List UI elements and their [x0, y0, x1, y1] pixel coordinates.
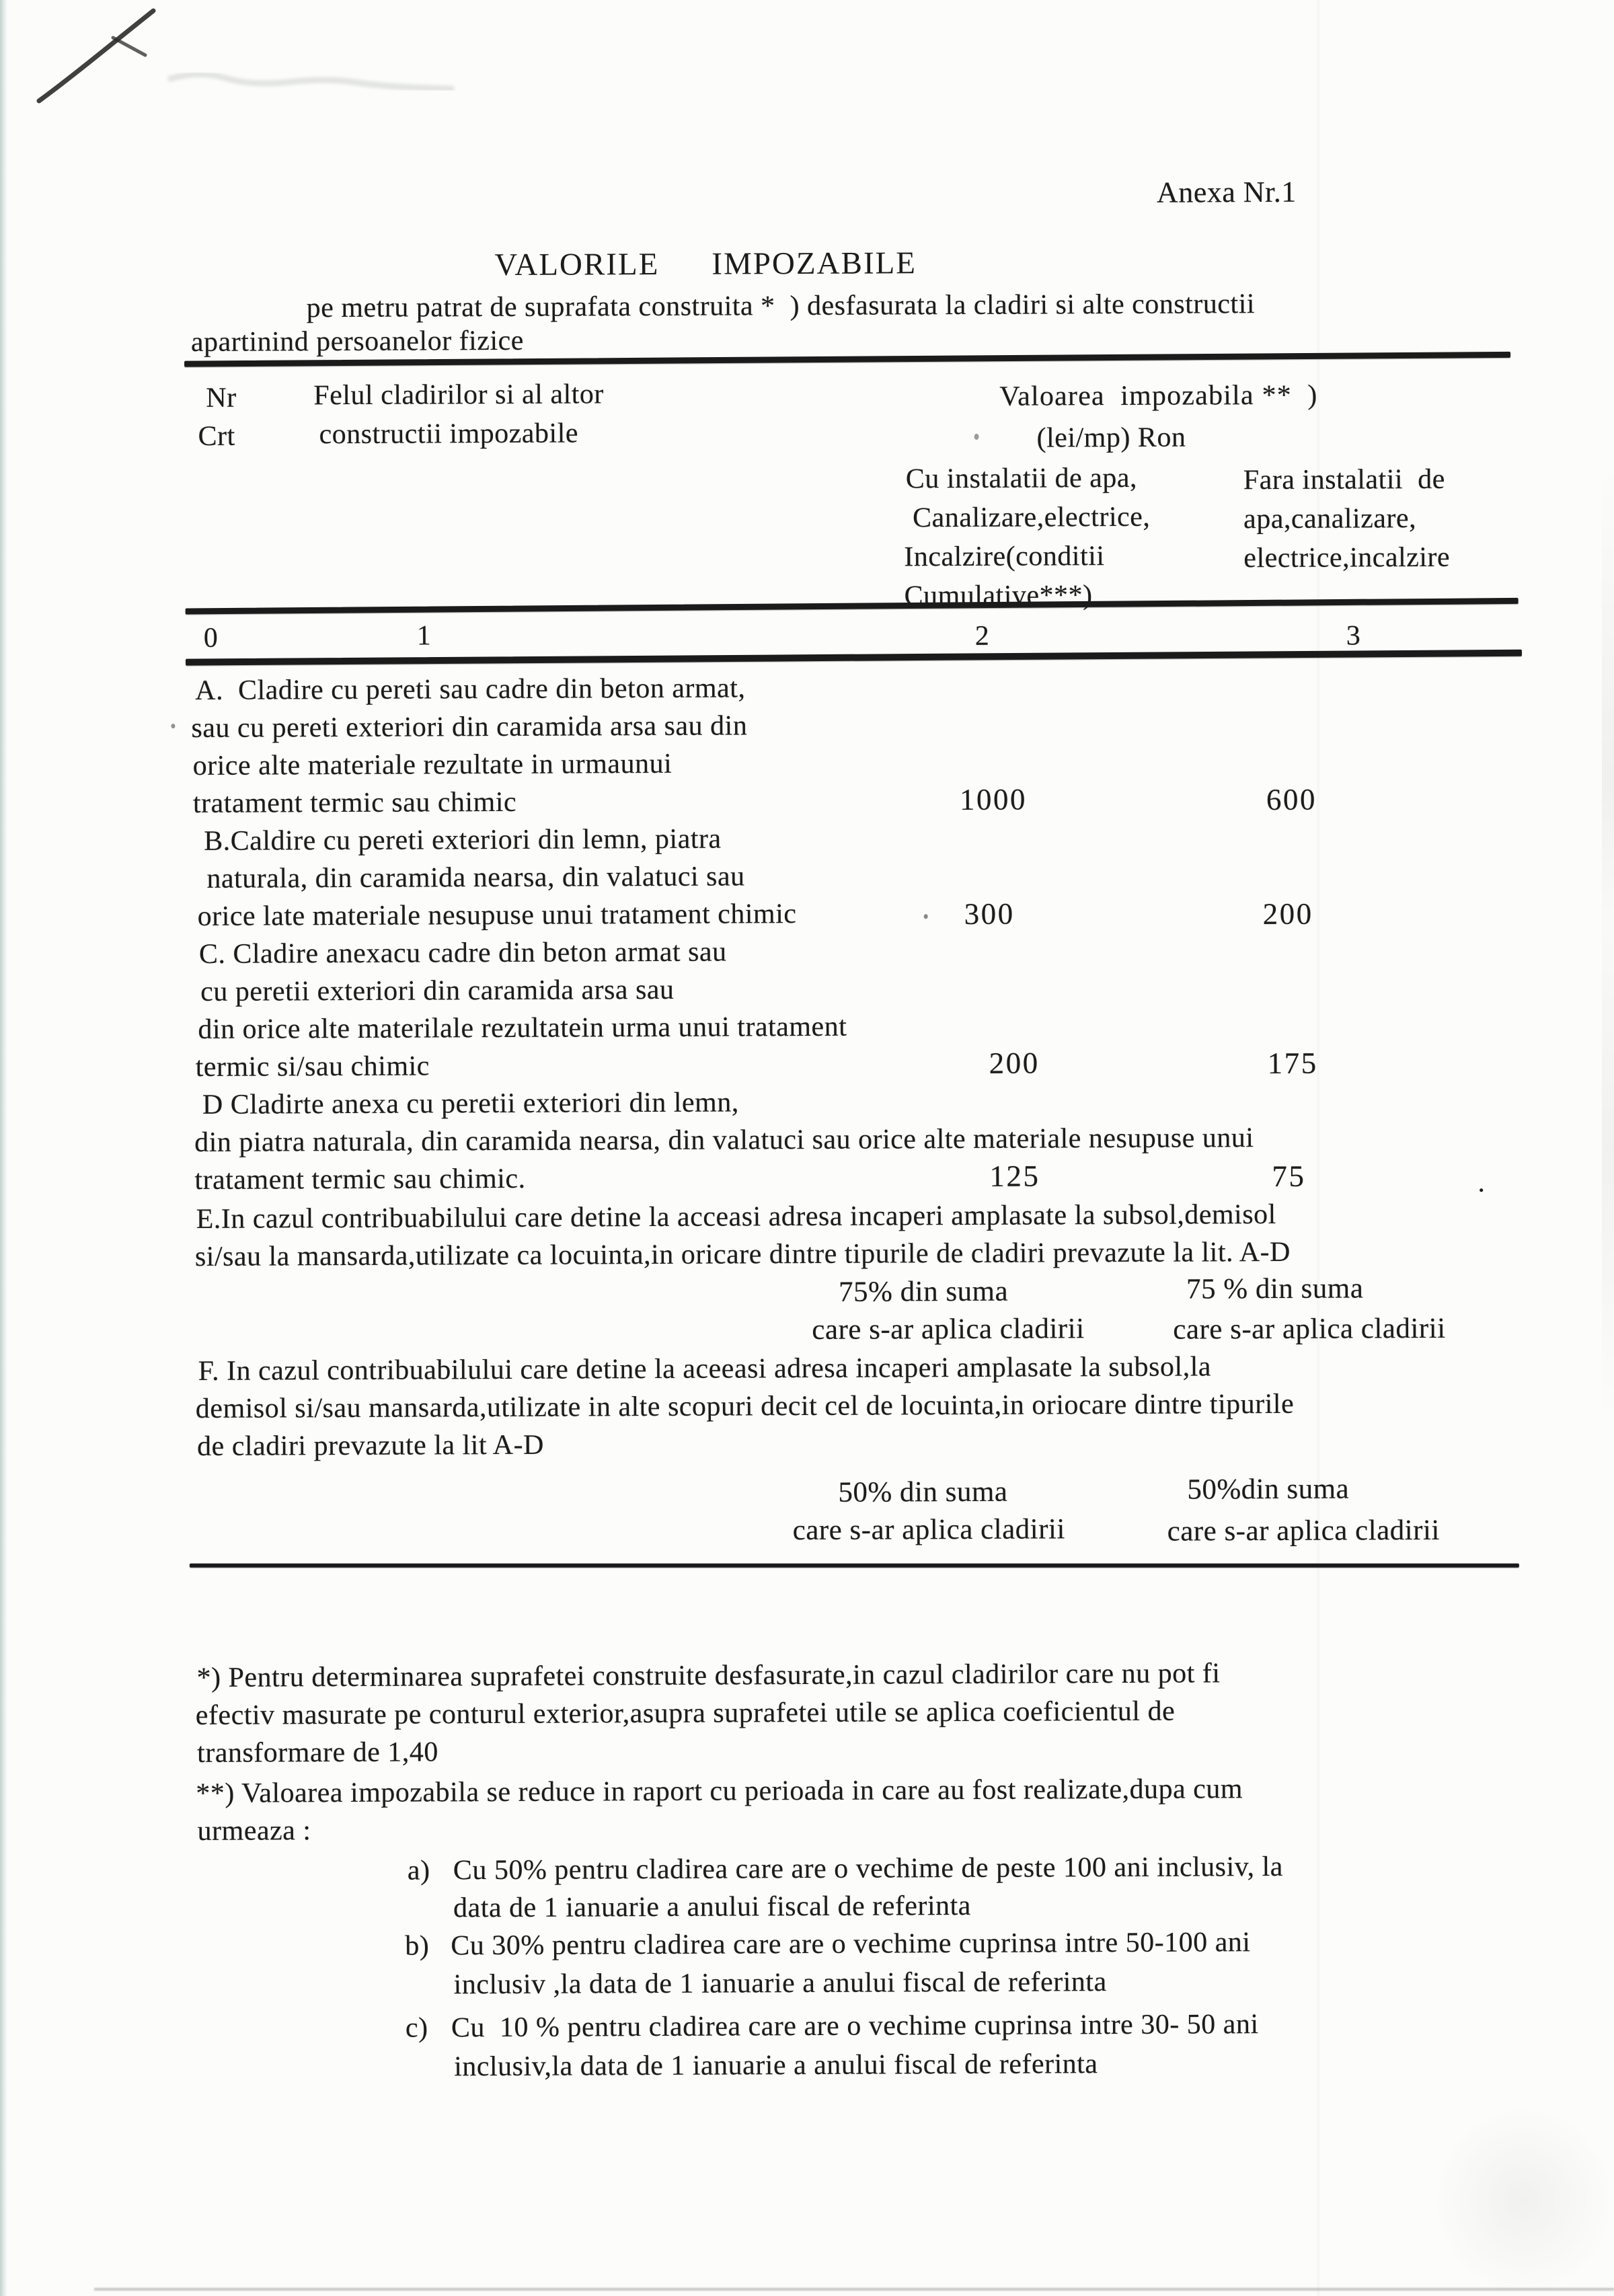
row-f-line2: demisol si/sau mansarda,utilizate in alte scopuri decit cel de locuinta,in oriocare dintre tipurile — [195, 1388, 1295, 1424]
header-without-utilities-line3: electrice,incalzire — [1243, 541, 1451, 574]
col-index-3: 3 — [1346, 620, 1361, 652]
col-index-1: 1 — [416, 620, 432, 652]
col-index-0: 0 — [203, 622, 219, 654]
row-b-line2: naturala, din caramida nearsa, din valatuci sau — [206, 861, 745, 894]
row-c-line1: C. Cladire anexacu cadre din beton armat sau — [198, 936, 727, 970]
row-b-line1: B.Caldire cu pereti exteriori din lemn, piatra — [204, 823, 722, 857]
row-c-value-without: 175 — [1267, 1046, 1318, 1081]
scan-speck — [924, 914, 928, 919]
title-word-1: VALORILE — [494, 246, 660, 283]
footnote-doublestar-line2: urmeaza : — [197, 1815, 311, 1847]
row-c-value-with: 200 — [989, 1046, 1040, 1080]
title-word-2: IMPOZABILE — [712, 245, 917, 282]
row-e-line1: E.In cazul contribuabilului care detine la acceasi adresa incaperi amplasate la subsol,demisol — [196, 1198, 1276, 1235]
footnote-item-c-line2: inclusiv,la data de 1 ianuarie a anului fiscal de referinta — [454, 2049, 1098, 2083]
row-f-line3: de cladiri prevazute la lit A-D — [197, 1429, 545, 1462]
footnote-item-a-line1: Cu 50% pentru cladirea care are o vechime de peste 100 ani inclusiv, la — [453, 1851, 1283, 1886]
row-f-with-pct-line2: care s-ar aplica cladirii — [792, 1513, 1065, 1547]
row-f-with-pct-line1: 50% din suma — [838, 1476, 1008, 1508]
row-f-without-pct-line2: care s-ar aplica cladirii — [1167, 1514, 1440, 1547]
header-with-utilities-line1: Cu instalatii de apa, — [905, 462, 1138, 495]
table-rule-index — [186, 650, 1522, 666]
footnote-star-line2: efectiv masurate pe conturul exterior,asupra suprafetei utile se aplica coeficientul de — [195, 1695, 1176, 1731]
header-col-type-line2: constructii impozabile — [319, 418, 579, 451]
row-e-without-pct-line2: care s-ar aplica cladirii — [1173, 1312, 1446, 1346]
footnote-item-a-line2: data de 1 ianuarie a anului fiscal de referinta — [453, 1890, 971, 1924]
footnote-item-a-marker: a) — [407, 1855, 430, 1886]
annex-label: Anexa Nr.1 — [1156, 175, 1297, 209]
row-c-line3: din orice alte materilale rezultatein urma unui tratament — [198, 1011, 847, 1045]
footnote-item-b-line1: Cu 30% pentru cladirea care are o vechime cuprinsa intre 50-100 ani — [451, 1927, 1251, 1962]
row-b-line3: orice late materiale nesupuse unui tratament chimic — [197, 898, 797, 932]
row-e-line2: si/sau la mansarda,utilizate ca locuinta,in oricare dintre tipurile de cladiri prevazute la lit. A-D — [194, 1236, 1291, 1272]
header-col-value-title: Valoarea impozabila ** ) — [999, 379, 1318, 412]
document-title — [494, 245, 917, 283]
footnote-star-line3: transformare de 1,40 — [197, 1736, 438, 1769]
header-value-unit: (lei/mp) Ron — [1036, 422, 1186, 454]
row-a-line3: orice alte materiale rezultate in urmaunui — [192, 748, 672, 781]
header-without-utilities-line1: Fara instalatii de — [1243, 463, 1445, 496]
header-col-crt: Crt — [198, 420, 235, 452]
header-col-nr: Nr — [206, 382, 237, 414]
row-f-without-pct-line1: 50%din suma — [1187, 1473, 1350, 1506]
header-with-utilities-line3: Incalzire(conditii — [904, 541, 1105, 573]
scan-speck — [171, 724, 175, 728]
header-col-type-line1: Felul cladirilor si al altor — [313, 379, 604, 412]
row-d-line3: tratament termic sau chimic. — [194, 1163, 526, 1196]
row-a-line1: A. Cladire cu pereti sau cadre din beton armat, — [195, 673, 746, 706]
row-e-with-pct-line1: 75% din suma — [839, 1275, 1009, 1308]
header-without-utilities-line2b: apa,canalizare, — [1243, 503, 1417, 535]
row-c-line4: termic si/sau chimic — [195, 1050, 430, 1083]
row-e-with-pct-line2: care s-ar aplica cladirii — [812, 1313, 1085, 1346]
footnote-star-line1: *) Pentru determinarea suprafetei construite desfasurate,in cazul cladirilor care nu pot fi — [196, 1658, 1221, 1693]
col-index-2: 2 — [974, 620, 990, 652]
row-a-line2: sau cu pereti exteriori din caramida arsa sau din — [191, 710, 748, 744]
row-b-value-without: 200 — [1262, 896, 1313, 931]
row-a-value-without: 600 — [1266, 782, 1317, 817]
subtitle-line-2: apartinind persoanelor fizice — [190, 325, 524, 358]
row-d-line2: din piatra naturala, din caramida nearsa, din valatuci sau orice alte materiale nesupuse unui — [194, 1122, 1254, 1158]
row-a-line4: tratament termic sau chimic — [192, 786, 517, 819]
footnote-item-b-line2: inclusiv ,la data de 1 ianuarie a anului fiscal de referinta — [453, 1966, 1107, 2001]
row-d-line1: D Cladirte anexa cu peretii exteriori din lemn, — [202, 1087, 739, 1120]
table-rule-header — [186, 598, 1519, 615]
scan-speck — [974, 434, 979, 440]
row-a-value-with: 1000 — [959, 782, 1028, 817]
row-d-value-with: 125 — [989, 1159, 1040, 1193]
header-with-utilities-line4: Cumulative***) — [904, 580, 1093, 612]
footnote-doublestar-line1: **) Valoarea impozabila se reduce in raport cu perioada in care au fost realizate,dupa cum — [196, 1773, 1243, 1809]
row-f-line1: F. In cazul contribuabilului care detine la aceeasi adresa incaperi amplasate la subsol,la — [198, 1351, 1212, 1387]
footnote-item-c-marker: c) — [405, 2012, 428, 2044]
row-b-value-with: 300 — [964, 896, 1015, 931]
subtitle-line-1: pe metru patrat de suprafata construita * ) desfasurata la cladiri si alte constructii — [306, 289, 1256, 324]
row-d-stray-dot: . — [1477, 1167, 1486, 1198]
footnote-item-b-marker: b) — [405, 1930, 430, 1962]
footnote-item-c-line1: Cu 10 % pentru cladirea care are o vechime cuprinsa intre 30- 50 ani — [451, 2009, 1259, 2044]
table-rule-bottom — [190, 1564, 1519, 1568]
row-d-value-without: 75 — [1272, 1159, 1306, 1193]
row-e-without-pct-line1: 75 % din suma — [1186, 1272, 1364, 1305]
row-c-line2: cu peretii exteriori din caramida arsa sau — [200, 974, 675, 1007]
header-with-utilities-line2: Canalizare,electrice, — [913, 501, 1151, 534]
